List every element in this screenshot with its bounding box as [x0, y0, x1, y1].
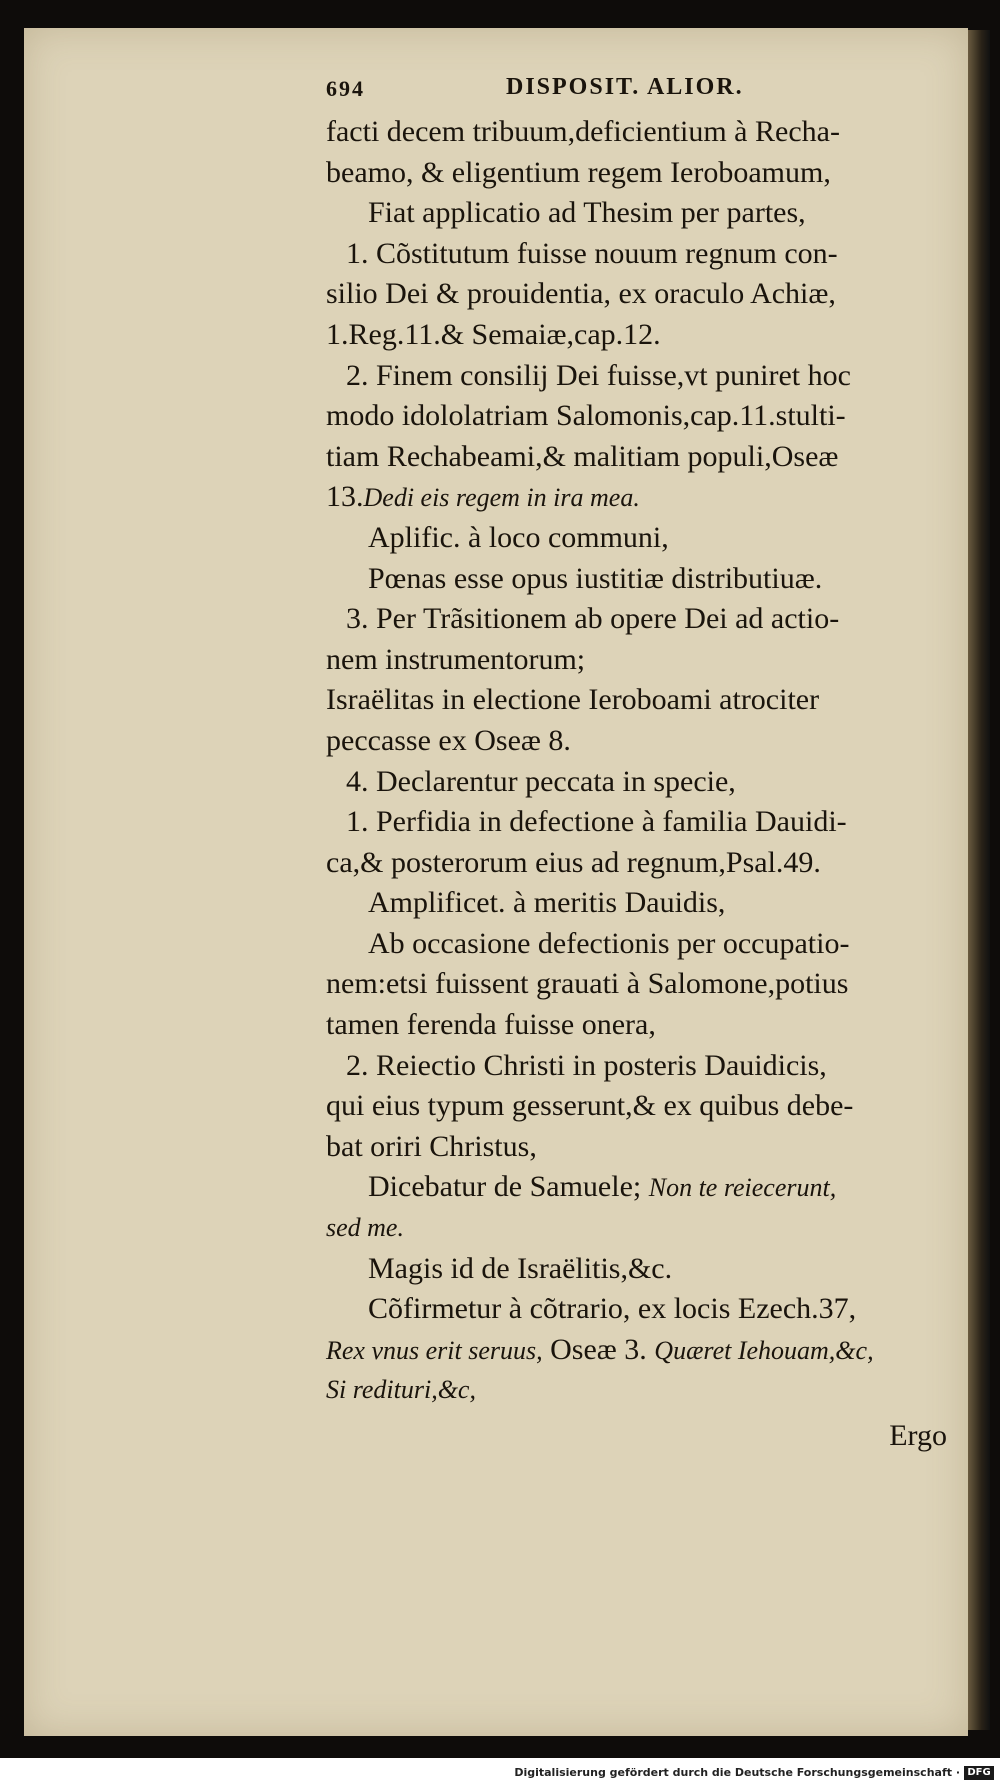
text-line: beamo, & eligentium regem Ieroboamum,	[326, 155, 831, 189]
text-line: 1.Reg.11.& Semaiæ,cap.12.	[326, 317, 661, 351]
text-line: nem instrumentorum;	[326, 642, 586, 676]
italic-quote: Non te reiecerunt,	[648, 1173, 837, 1203]
text-line: peccasse ex Oseæ 8.	[326, 723, 571, 757]
italic-quote: Dedi eis regem in ira mea.	[363, 483, 640, 513]
text-line	[326, 477, 951, 518]
page-number: 694	[326, 76, 365, 101]
text-line: Si redituri,&c,	[326, 1375, 476, 1405]
funding-credit: Digitalisierung gefördert durch die Deutsche Forschungsgemeinschaft ·	[514, 1766, 960, 1779]
text-line: facti decem tribuum,deficientium à Recha-	[326, 115, 840, 148]
text-line: 3. Per Trãsitionem ab opere Dei ad actio-	[346, 602, 840, 636]
text-line: Aplific. à loco communi,	[368, 520, 669, 554]
page-header	[326, 70, 951, 112]
text-line: 2. Finem consilij Dei fuisse,vt puniret hoc	[346, 358, 851, 392]
text-line: modo idololatriam Salomonis,cap.11.stulti-	[326, 399, 846, 433]
text-fragment: Dicebatur de Samuele;	[368, 1170, 642, 1204]
catchword: Ergo	[889, 1419, 947, 1452]
text-line: Israëlitas in electione Ieroboami atrociter	[326, 683, 820, 717]
text-line: Cõfirmetur à cõtrario, ex locis Ezech.37,	[368, 1292, 857, 1326]
running-title: DISPOSIT. ALIOR.	[506, 74, 744, 100]
text-line: 4. Declarentur peccata in specie,	[346, 764, 736, 798]
text-fragment: Oseæ 3.	[550, 1332, 647, 1366]
italic-quote: Quæret Iehouam,&c,	[654, 1335, 874, 1365]
text-line: Pœnas esse opus iustitiæ distributiuæ.	[368, 561, 823, 595]
text-line: Fiat applicatio ad Thesim per partes,	[368, 196, 806, 230]
text-line: Amplificet. à meritis Dauidis,	[368, 886, 726, 920]
text-line: nem:etsi fuissent grauati à Salomone,potius	[326, 967, 849, 1001]
text-line: tamen ferenda fuisse onera,	[326, 1008, 656, 1042]
italic-quote: Rex vnus erit seruus,	[326, 1335, 543, 1365]
text-line: ca,& posterorum eius ad regnum,Psal.49.	[326, 845, 821, 879]
text-line: Magis id de Israëlitis,&c.	[368, 1251, 673, 1285]
text-line	[326, 1330, 951, 1371]
dfg-logo: DFG	[964, 1766, 994, 1780]
text-line: bat oriri Christus,	[326, 1129, 537, 1163]
text-line: 1. Perfidia in defectione à familia Dauidi-	[346, 805, 847, 839]
text-line: qui eius typum gesserunt,& ex quibus debe-	[326, 1089, 854, 1123]
text-line: 1. Cõstitutum fuisse nouum regnum con-	[346, 236, 838, 270]
page-edge	[968, 30, 990, 1730]
text-line: sed me.	[326, 1213, 404, 1243]
text-line	[326, 1167, 951, 1208]
text-fragment: 13.	[326, 480, 364, 514]
text-line: tiam Rechabeami,& malitiam populi,Oseæ	[326, 439, 839, 473]
text-line: Ab occasione defectionis per occupatio-	[368, 926, 850, 960]
text-line: 2. Reiectio Christi in posteris Dauidicis,	[346, 1048, 827, 1082]
footer-bar	[0, 1758, 1000, 1788]
text-line: silio Dei & prouidentia, ex oraculo Achiæ,	[326, 277, 836, 311]
page-text	[326, 70, 951, 1461]
